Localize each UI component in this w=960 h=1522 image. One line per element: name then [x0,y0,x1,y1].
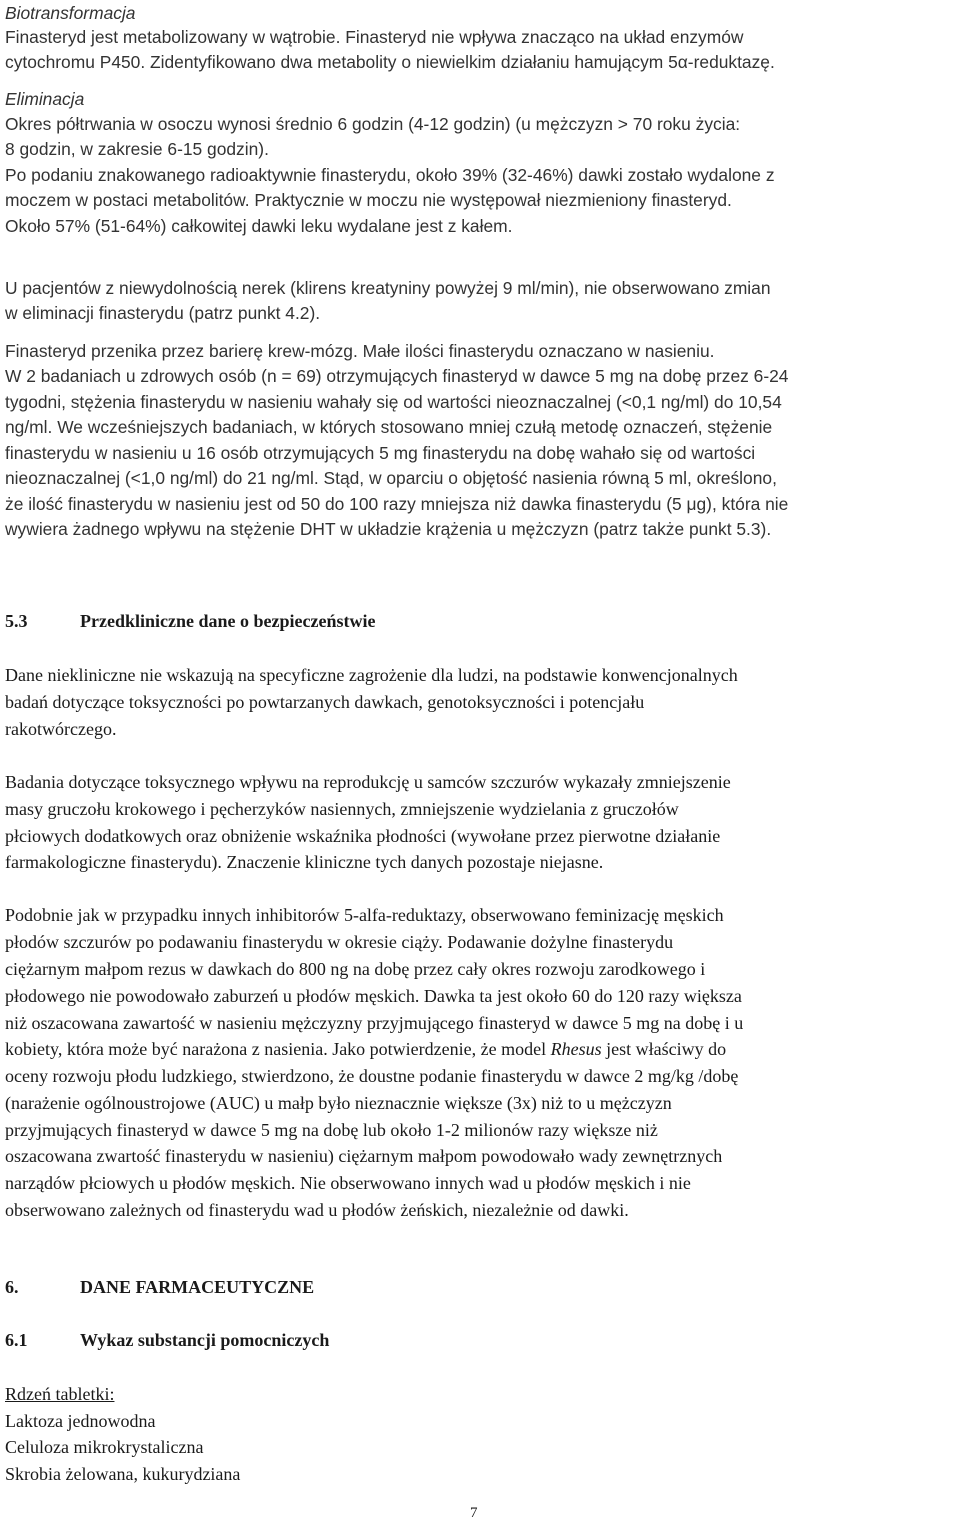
paragraph-line: farmakologiczne finasterydu). Znaczenie kliniczne tych danych pozostaje niejasne. [5,852,604,872]
paragraph-line: badań dotyczące toksyczności po powtarzanych dawkach, genotoksyczności i potencjału [5,692,645,712]
paragraph-line: (narażenie ogólnoustrojowe (AUC) u małp było nieznacznie większe (3x) niż to u mężczyzn [5,1093,672,1113]
section-number: 6. [5,1277,19,1297]
paragraph-line: narządów płciowych u płodów męskich. Nie obserwowano innych wad u płodów męskich i nie [5,1173,691,1193]
section-title: DANE FARMACEUTYCZNE [80,1277,315,1297]
paragraph-line: płodowego nie powodowało zaburzeń u płodów męskich. Dawka ta jest około 60 do 120 razy większa [5,986,742,1006]
elimination-line: Po podaniu znakowanego radioaktywnie finasterydu, około 39% (32-46%) dawki zostało wydalone z [5,165,775,185]
paragraph-line: płciowych dodatkowych oraz obniżenie wskaźnika płodności (wywołane przez pierwotne działanie [5,826,721,846]
paragraph-text: kobiety, która może być narażona z nasienia. Jako potwierdzenie, że model [5,1039,551,1059]
paragraph-line: niż oszacowana zawartość w nasieniu mężczyzny przyjmującego finasteryd w dawce 5 mg na dobę i u [5,1013,744,1033]
paragraph-line: obserwowano zależnych od finasterydu wad u płodów żeńskich, niezależnie od dawki. [5,1200,629,1220]
semen-line: ng/ml. We wcześniejszych badaniach, w których stosowano mniej czułą metodę oznaczeń, stężenie [5,417,773,437]
section-number: 5.3 [5,611,28,631]
paragraph-line [5,1038,726,1060]
page-number: 7 [470,1505,478,1521]
semen-line: Finasteryd przenika przez barierę krew-mózg. Małe ilości finasterydu oznaczano w nasieniu. [5,341,715,361]
section-title: Przedkliniczne dane o bezpieczeństwie [80,611,376,631]
semen-line: tygodni, stężenia finasterydu w nasieniu wahały się od wartości nieoznaczalnej (<0,1 ng/ml) do 10,54 [5,392,782,412]
elimination-line: moczem w postaci metabolitów. Praktycznie w moczu nie występował niezmieniony finasteryd. [5,190,732,210]
biotransformation-heading: Biotransformacja [5,3,136,23]
paragraph-line: masy gruczołu krokowego i pęcherzyków nasiennych, zmniejszenie wydzielania z gruczołów [5,799,679,819]
semen-line: W 2 badaniach u zdrowych osób (n = 69) otrzymujących finasteryd w dawce 5 mg na dobę przez 6-24 [5,366,789,386]
paragraph-line: oszacowana zwartość finasterydu w nasieniu) ciężarnym małpom powodowało wady zewnętrznych [5,1146,723,1166]
species-name: Rhesus [550,1039,602,1059]
semen-line: wywiera żadnego wpływu na stężenie DHT w układzie krążenia u mężczyzn (patrz także punkt 5.3). [5,519,772,539]
paragraph-text: jest właściwy do [601,1039,727,1059]
paragraph-line: oceny rozwoju płodu ludzkiego, stwierdzono, że doustne podanie finasterydu w dawce 2 mg/kg /dobę [5,1066,739,1086]
semen-line: nieoznaczalnej (<1,0 ng/ml) do 21 ng/ml. Stąd, w oparciu o objętość nasienia równą 5 ml, określono, [5,468,777,488]
paragraph-line: przyjmujących finasteryd w dawce 5 mg na dobę lub około 1-2 milionów razy większe niż [5,1120,658,1140]
renal-line: U pacjentów z niewydolnością nerek (klirens kreatyniny powyżej 9 ml/min), nie obserwowano zmian [5,278,771,298]
paragraph-line: płodów szczurów po podawaniu finasterydu w okresie ciąży. Podawanie dożylne finasterydu [5,932,674,952]
section-number: 6.1 [5,1330,28,1350]
paragraph-line: Badania dotyczące toksycznego wpływu na reprodukcję u samców szczurów wykazały zmniejszenie [5,772,731,792]
elimination-line: Okres półtrwania w osoczu wynosi średnio 6 godzin (4-12 godzin) (u mężczyzn > 70 roku życia: [5,114,741,134]
paragraph-line: ciężarnym małpom rezus w dawkach do 800 ng na dobę przez cały okres rozwoju zarodkowego i [5,959,706,979]
elimination-line: 8 godzin, w zakresie 6-15 godzin). [5,139,269,159]
elimination-heading: Eliminacja [5,89,85,109]
biotransformation-line: Finasteryd jest metabolizowany w wątrobie. Finasteryd nie wpływa znacząco na układ enzymów [5,27,744,47]
excipient-item: Laktoza jednowodna [5,1411,156,1431]
semen-line: finasterydu w nasieniu u 16 osób otrzymujących 5 mg finasterydu na dobę wahało się od wartości [5,443,756,463]
elimination-line: Około 57% (51-64%) całkowitej dawki leku wydalane jest z kałem. [5,216,513,236]
section-title: Wykaz substancji pomocniczych [80,1330,330,1350]
excipient-item: Skrobia żelowana, kukurydziana [5,1464,241,1484]
semen-line: że ilość finasterydu w nasieniu jest od 50 do 100 razy mniejsza niż dawka finasterydu (5 μg), która nie [5,494,789,514]
biotransformation-line: cytochromu P450. Zidentyfikowano dwa metabolity o niewielkim działaniu hamującym 5α-reduktazę. [5,52,775,72]
renal-line: w eliminacji finasterydu (patrz punkt 4.2). [5,303,321,323]
paragraph-line: Podobnie jak w przypadku innych inhibitorów 5-alfa-reduktazy, obserwowano feminizację męskich [5,905,724,925]
core-label: Rdzeń tabletki: [5,1384,115,1404]
paragraph-line: rakotwórczego. [5,719,117,739]
paragraph-line: Dane niekliniczne nie wskazują na specyficzne zagrożenie dla ludzi, na podstawie konwencjonalnych [5,665,738,685]
excipient-item: Celuloza mikrokrystaliczna [5,1437,204,1457]
